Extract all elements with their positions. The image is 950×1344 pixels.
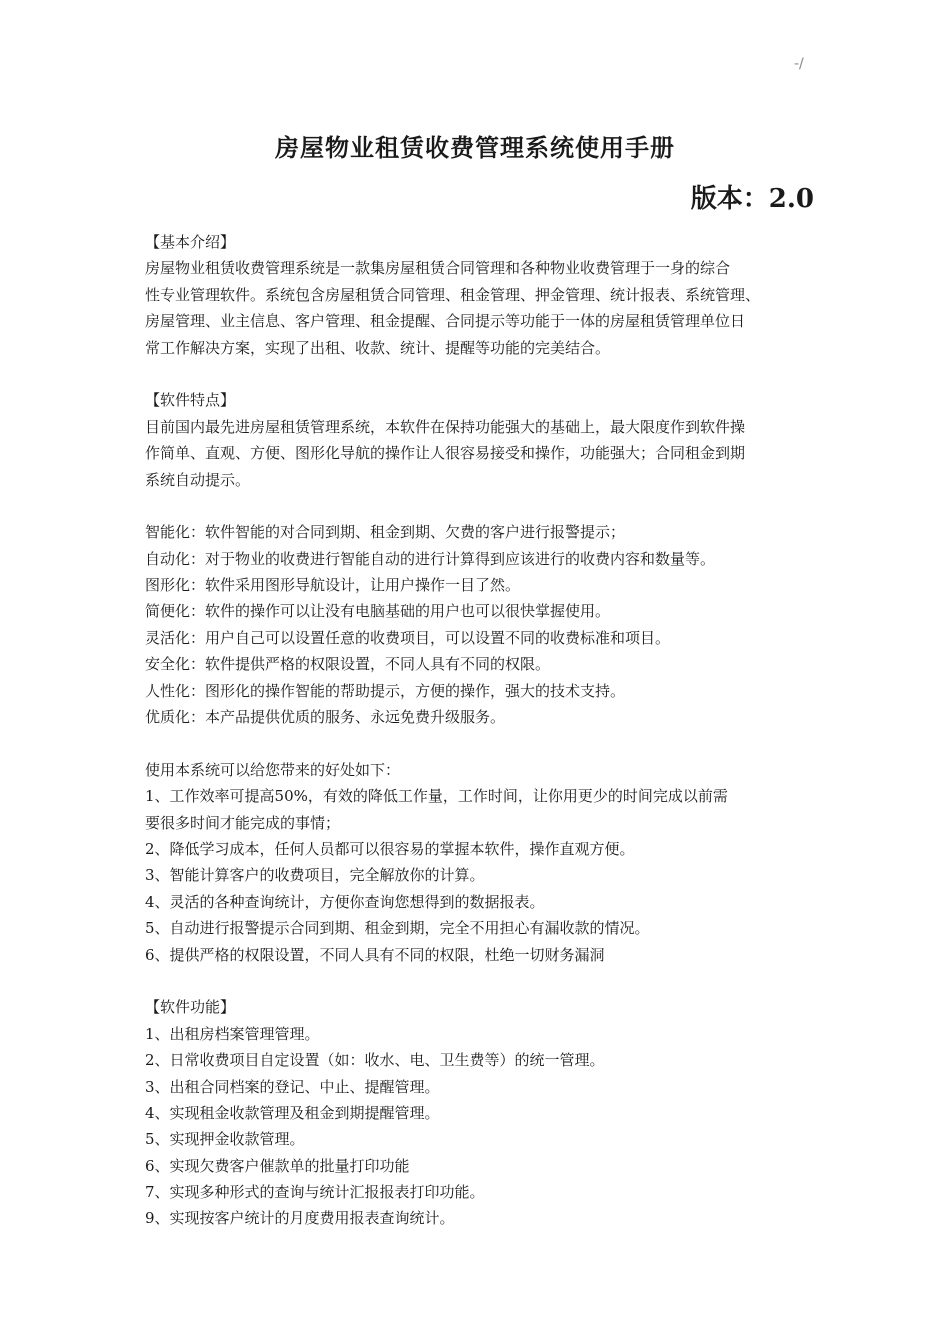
version-label: 版本：2.0 [690,184,814,214]
traits-list [145,519,825,730]
function-item: 1、出租房档案管理管理。 [145,1024,320,1043]
benefit-item: 1、工作效率可提高50%，有效的降低工作量，工作时间，让你用更少的时间完成以前需 [145,787,728,806]
benefit-item: 3、智能计算客户的收费项目，完全解放你的计算。 [145,866,485,885]
benefits-intro: 使用本系统可以给您带来的好处如下： [145,760,401,779]
section-heading-features: 【软件特点】 [145,391,236,410]
document-title: 房屋物业租赁收费管理系统使用手册 [275,133,675,162]
paragraph-gap [145,361,825,387]
trait-item: 简便化：软件的操作可以让没有电脑基础的用户也可以很快掌握使用。 [145,602,611,621]
trait-item: 安全化：软件提供严格的权限设置，不同人具有不同的权限。 [145,655,551,674]
trait-item: 优质化：本产品提供优质的服务、永远免费升级服务。 [145,708,506,727]
benefit-item: 5、自动进行报警提示合同到期、租金到期，完全不用担心有漏收款的情况。 [145,919,650,938]
intro-line: 房屋物业租赁收费管理系统是一款集房屋租赁合同管理和各种物业收费管理于一身的综合 [145,259,731,278]
paragraph-gap [145,968,825,994]
function-item: 2、日常收费项目自定设置（如：收水、电、卫生费等）的统一管理。 [145,1051,605,1070]
benefit-item: 要很多时间才能完成的事情； [145,813,341,832]
paragraph-gap [145,730,825,756]
trait-item: 智能化：软件智能的对合同到期、租金到期、欠费的客户进行报警提示； [145,523,626,542]
section-features [145,387,825,493]
section-benefits [145,757,825,968]
intro-line: 房屋管理、业主信息、客户管理、租金提醒、合同提示等功能于一体的房屋租赁管理单位日 [145,312,746,331]
function-item: 4、实现租金收款管理及租金到期提醒管理。 [145,1103,440,1122]
trait-item: 人性化：图形化的操作智能的帮助提示，方便的操作，强大的技术支持。 [145,681,626,700]
paragraph-gap [145,493,825,519]
section-heading-intro: 【基本介绍】 [145,233,236,251]
features-line: 作简单、直观、方便、图形化导航的操作让人很容易接受和操作，功能强大；合同租金到期 [145,444,746,463]
function-item: 6、实现欠费客户催款单的批量打印功能 [145,1156,410,1175]
intro-line: 性专业管理软件。系统包含房屋租赁合同管理、租金管理、押金管理、统计报表、系统管理、 [145,285,761,304]
trait-item: 图形化：软件采用图形导航设计，让用户操作一目了然。 [145,576,521,595]
trait-item: 自动化：对于物业的收费进行智能自动的进行计算得到应该进行的收费内容和数量等。 [145,549,716,568]
page-mark: -/ [794,56,804,72]
benefit-item: 2、降低学习成本，任何人员都可以很容易的掌握本软件，操作直观方便。 [145,839,635,858]
features-line: 系统自动提示。 [145,470,251,489]
benefit-item: 6、提供严格的权限设置，不同人具有不同的权限，杜绝一切财务漏洞 [145,945,605,964]
function-item: 9、实现按客户统计的月度费用报表查询统计。 [145,1209,455,1228]
function-item: 3、出租合同档案的登记、中止、提醒管理。 [145,1077,440,1096]
section-intro [145,229,825,361]
benefit-item: 4、灵活的各种查询统计，方便你查询您想得到的数据报表。 [145,892,545,911]
function-item: 5、实现押金收款管理。 [145,1130,305,1149]
function-item: 7、实现多种形式的查询与统计汇报报表打印功能。 [145,1183,485,1202]
trait-item: 灵活化：用户自己可以设置任意的收费项目，可以设置不同的收费标准和项目。 [145,628,671,647]
intro-line: 常工作解决方案，实现了出租、收款、统计、提醒等功能的完美结合。 [145,338,611,357]
features-line: 目前国内最先进房屋租赁管理系统，本软件在保持功能强大的基础上，最大限度作到软件操 [145,417,746,436]
document-body [145,229,825,1232]
section-heading-functions: 【软件功能】 [145,998,236,1017]
section-functions [145,994,825,1232]
